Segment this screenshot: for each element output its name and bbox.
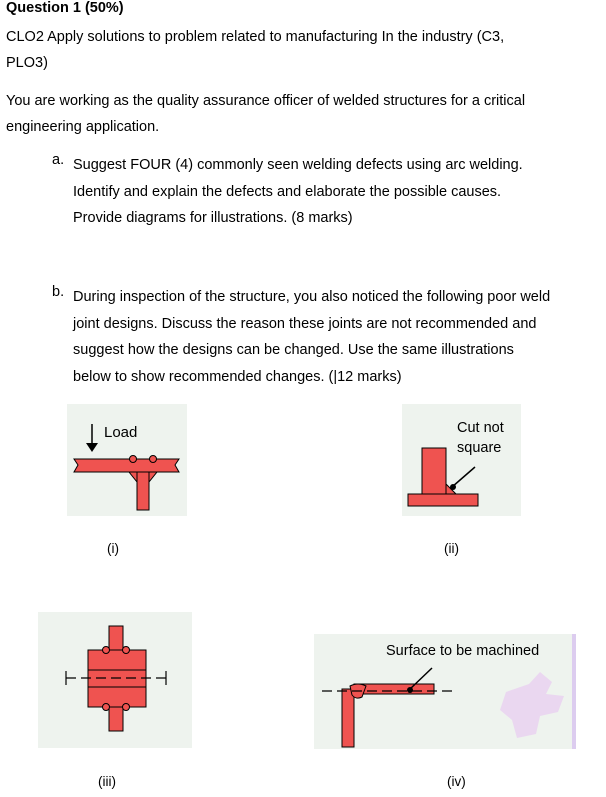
weld-bead-bottom-right <box>123 704 130 711</box>
part-b-line-4: below to show recommended changes. (|12 marks) <box>73 368 402 385</box>
cut-label-line-1: Cut not <box>457 420 504 436</box>
figure-i-drawing <box>67 404 187 516</box>
horizontal-plate <box>74 459 179 472</box>
leader-dot-icon <box>450 484 456 490</box>
clo-statement <box>6 24 580 76</box>
part-b-line-1: During inspection of the structure, you also noticed the following poor weld <box>73 289 551 305</box>
leader-dot-icon <box>407 687 413 693</box>
purple-smudge <box>500 672 564 738</box>
weld-bead-left <box>130 456 137 463</box>
figure-ii <box>402 404 521 516</box>
fillet-weld-right <box>149 472 157 482</box>
figure-iii <box>38 612 192 748</box>
purple-edge <box>572 634 576 749</box>
context-line-2: engineering application. <box>6 119 160 135</box>
bottom-stem <box>109 707 123 731</box>
context-statement <box>6 88 580 140</box>
weld-bead-top-left <box>103 647 110 654</box>
fillet-weld-left <box>129 472 137 482</box>
part-a-label: a. <box>52 152 65 168</box>
upright-member <box>422 448 446 494</box>
figure-iv <box>314 634 576 749</box>
figure-i-caption: (i) <box>107 541 119 556</box>
part-a-line-3: Provide diagrams for illustrations. (8 marks) <box>73 210 353 226</box>
figure-iii-caption: (iii) <box>98 774 116 789</box>
load-arrow-icon <box>86 443 98 452</box>
top-stem <box>109 626 123 650</box>
clo-line-2: PLO3) <box>6 55 48 71</box>
question-title: Question 1 (50%) <box>6 0 124 16</box>
part-b-line-3: suggest how the designs can be changed. Use the same illustrations <box>73 342 514 358</box>
cut-not-square-label <box>457 418 504 458</box>
weld-bead-top-right <box>123 647 130 654</box>
figure-iv-caption: (iv) <box>447 774 466 789</box>
cut-label-line-2: square <box>457 440 502 456</box>
leader-line <box>452 467 475 487</box>
weld-bead-bottom-left <box>103 704 110 711</box>
weld-bead-right <box>150 456 157 463</box>
vertical-plate <box>137 472 149 510</box>
part-a-line-2: Identify and explain the defects and elaborate the possible causes. <box>73 183 502 200</box>
part-a-line-1: Suggest FOUR (4) commonly seen welding defects using arc welding. <box>73 157 523 173</box>
vertical-leg <box>342 689 354 747</box>
load-label: Load <box>104 424 138 441</box>
clo-line-1: CLO2 Apply solutions to problem related to manufacturing In the industry (C3, <box>6 29 505 45</box>
surface-label: Surface to be machined <box>386 643 540 659</box>
base-plate <box>408 494 478 506</box>
figure-iii-drawing <box>38 612 192 748</box>
figure-i <box>67 404 187 516</box>
figure-ii-caption: (ii) <box>444 541 459 556</box>
part-b-label: b. <box>52 284 65 300</box>
context-line-1: You are working as the quality assurance officer of welded structures for a critical <box>6 93 526 109</box>
part-b-line-2: joint designs. Discuss the reason these joints are not recommended and <box>73 315 537 332</box>
